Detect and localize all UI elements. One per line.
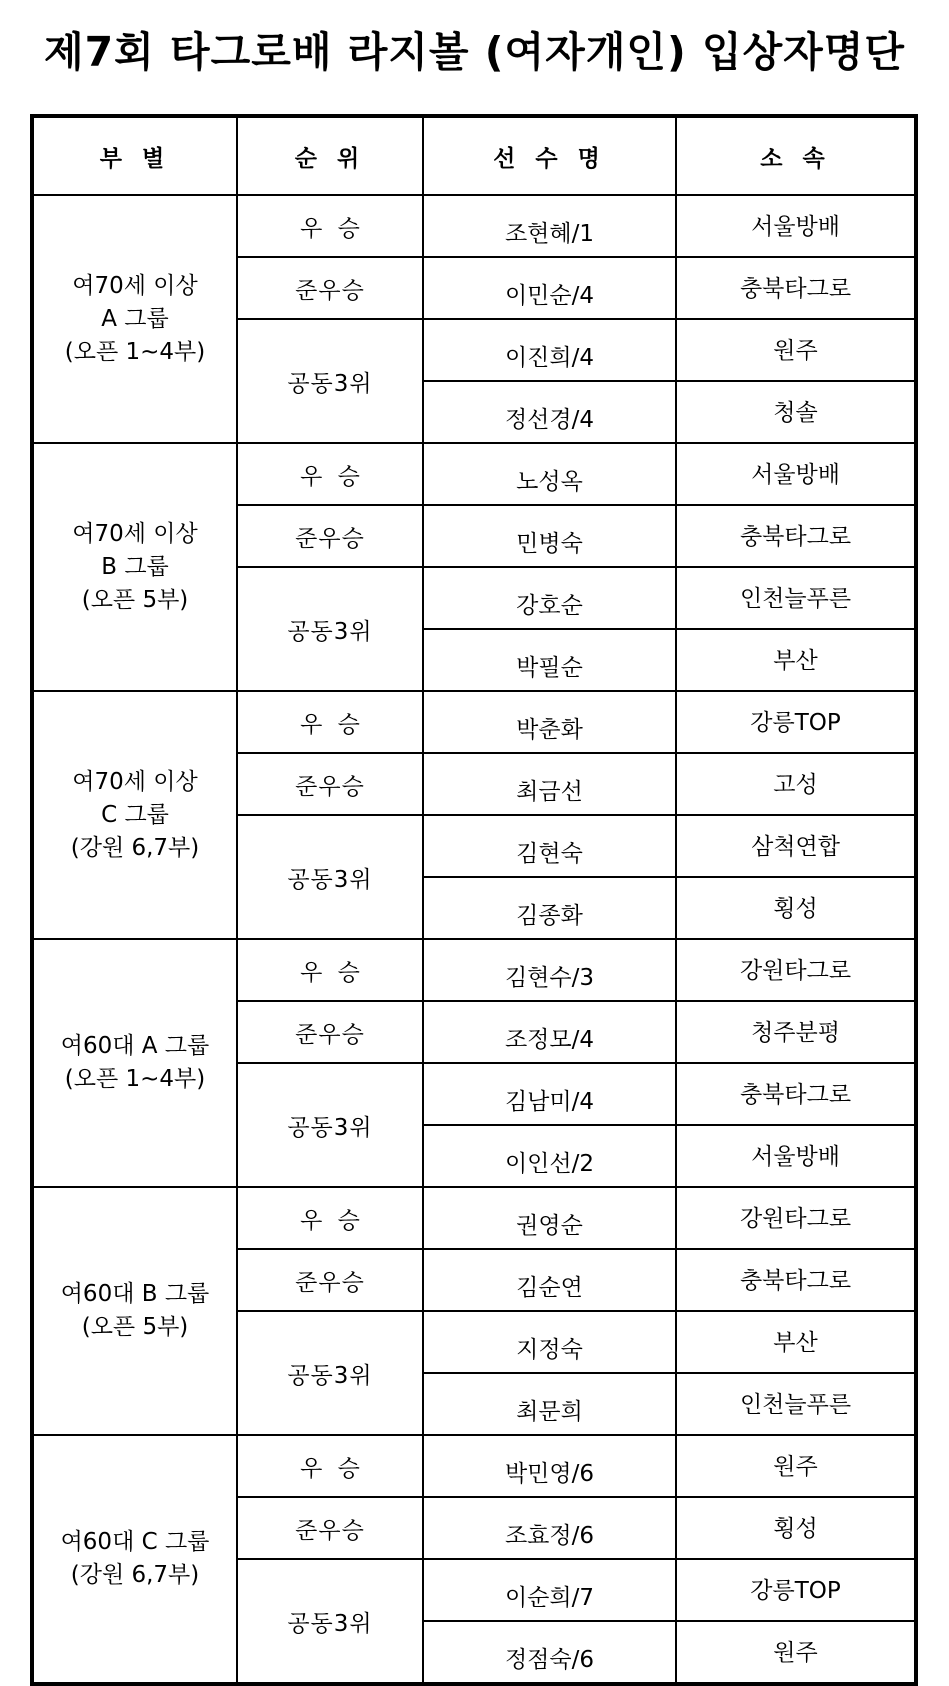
header-division: 부 별 [32,116,237,195]
player-name-cell: 최금선 [423,753,676,815]
rank-cell: 준우승 [237,505,423,567]
rank-cell: 우 승 [237,939,423,1001]
affiliation-cell: 부산 [676,629,916,691]
division-cell: 여70세 이상 A 그룹 (오픈 1~4부) [32,195,237,443]
player-name-cell: 김순연 [423,1249,676,1311]
affiliation-cell: 원주 [676,1435,916,1497]
affiliation-cell: 인천늘푸른 [676,1373,916,1435]
affiliation-cell: 청주분평 [676,1001,916,1063]
rank-cell: 우 승 [237,443,423,505]
rank-cell: 우 승 [237,691,423,753]
rank-cell: 공동3위 [237,319,423,443]
rank-cell: 우 승 [237,1187,423,1249]
player-name-cell: 김현숙 [423,815,676,877]
affiliation-cell: 고성 [676,753,916,815]
player-name-cell: 박춘화 [423,691,676,753]
results-table [30,114,918,1686]
rank-cell: 우 승 [237,1435,423,1497]
rank-cell: 준우승 [237,1249,423,1311]
division-cell: 여60대 C 그룹 (강원 6,7부) [32,1435,237,1684]
header-affiliation: 소 속 [676,116,916,195]
player-name-cell: 민병숙 [423,505,676,567]
affiliation-cell: 인천늘푸른 [676,567,916,629]
header-rank: 순 위 [237,116,423,195]
rank-cell: 공동3위 [237,1063,423,1187]
rank-cell: 공동3위 [237,567,423,691]
rank-cell: 우 승 [237,195,423,257]
player-name-cell: 정점숙/6 [423,1621,676,1684]
player-name-cell: 강호순 [423,567,676,629]
affiliation-cell: 삼척연합 [676,815,916,877]
affiliation-cell: 청솔 [676,381,916,443]
results-body [32,195,916,1684]
rank-cell: 준우승 [237,753,423,815]
affiliation-cell: 강원타그로 [676,939,916,1001]
player-name-cell: 권영순 [423,1187,676,1249]
affiliation-cell: 서울방배 [676,443,916,505]
player-name-cell: 김남미/4 [423,1063,676,1125]
table-row [32,1435,916,1497]
player-name-cell: 이민순/4 [423,257,676,319]
affiliation-cell: 강릉TOP [676,691,916,753]
table-row [32,1187,916,1249]
table-row [32,443,916,505]
division-cell: 여70세 이상 C 그룹 (강원 6,7부) [32,691,237,939]
header-row [32,116,916,195]
affiliation-cell: 원주 [676,1621,916,1684]
affiliation-cell: 횡성 [676,877,916,939]
player-name-cell: 조정모/4 [423,1001,676,1063]
affiliation-cell: 충북타그로 [676,1063,916,1125]
division-cell: 여60대 A 그룹 (오픈 1~4부) [32,939,237,1187]
affiliation-cell: 서울방배 [676,1125,916,1187]
header-player: 선 수 명 [423,116,676,195]
player-name-cell: 박필순 [423,629,676,691]
player-name-cell: 김현수/3 [423,939,676,1001]
player-name-cell: 이인선/2 [423,1125,676,1187]
player-name-cell: 지정숙 [423,1311,676,1373]
player-name-cell: 박민영/6 [423,1435,676,1497]
affiliation-cell: 충북타그로 [676,1249,916,1311]
rank-cell: 공동3위 [237,815,423,939]
player-name-cell: 이순희/7 [423,1559,676,1621]
table-row [32,195,916,257]
affiliation-cell: 부산 [676,1311,916,1373]
division-cell: 여60대 B 그룹 (오픈 5부) [32,1187,237,1435]
page-title: 제7회 타그로배 라지볼 (여자개인) 입상자명단 [43,28,905,76]
player-name-cell: 조효정/6 [423,1497,676,1559]
rank-cell: 공동3위 [237,1559,423,1684]
affiliation-cell: 충북타그로 [676,505,916,567]
table-row [32,691,916,753]
affiliation-cell: 원주 [676,319,916,381]
rank-cell: 준우승 [237,257,423,319]
rank-cell: 공동3위 [237,1311,423,1435]
player-name-cell: 정선경/4 [423,381,676,443]
affiliation-cell: 강원타그로 [676,1187,916,1249]
affiliation-cell: 강릉TOP [676,1559,916,1621]
player-name-cell: 최문희 [423,1373,676,1435]
affiliation-cell: 횡성 [676,1497,916,1559]
player-name-cell: 조현혜/1 [423,195,676,257]
player-name-cell: 노성옥 [423,443,676,505]
player-name-cell: 김종화 [423,877,676,939]
table-row [32,939,916,1001]
affiliation-cell: 서울방배 [676,195,916,257]
rank-cell: 준우승 [237,1001,423,1063]
division-cell: 여70세 이상 B 그룹 (오픈 5부) [32,443,237,691]
affiliation-cell: 충북타그로 [676,257,916,319]
rank-cell: 준우승 [237,1497,423,1559]
player-name-cell: 이진희/4 [423,319,676,381]
